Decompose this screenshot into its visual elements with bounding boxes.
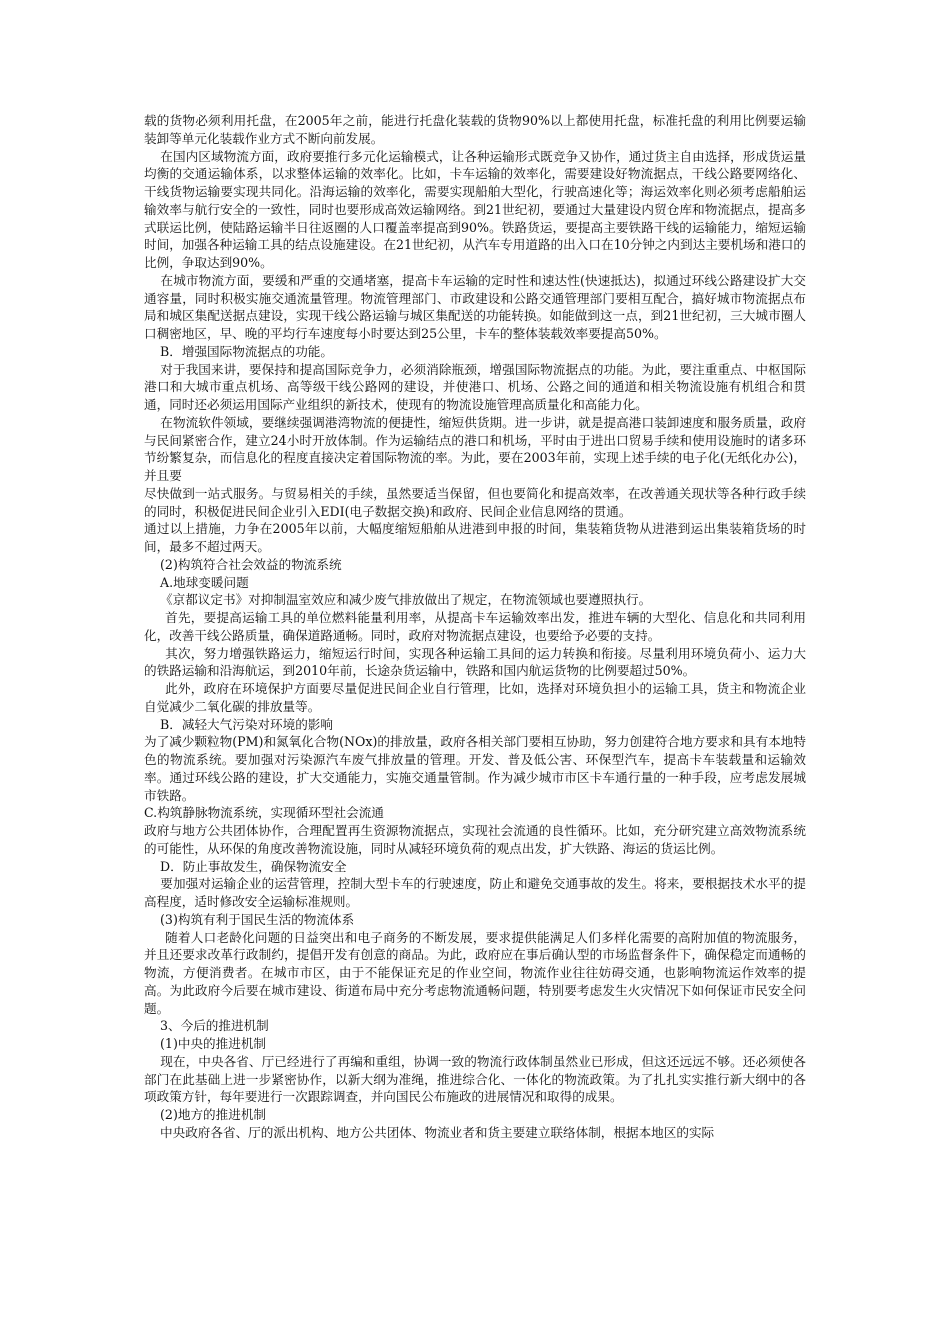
paragraph-container-time: 通过以上措施，力争在2005年以前，大幅度缩短船舶从进港到申报的时间，集装箱货物从进港到运出集装箱货场的时间，最多不超过两天。 — [144, 521, 806, 554]
paragraph-transport-safety: 要加强对运输企业的运营管理，控制大型卡车的行驶速度，防止和避免交通事故的发生。将来，要根据技术水平的提高程度，适时修改安全运输标准规则。 — [144, 876, 807, 909]
paragraph-domestic-logistics: 在国内区域物流方面，政府要推行多元化运输模式，让各种运输形式既竞争又协作，通过货主自由选择，形成货运量均衡的交通运输体系，以求整体运输的效率化。比如，卡车运输的效率化，需要建设好物流据点，干线公路要网络化、干线货物运输要实现共同化。沿海运输的效率化，需要实现船舶大型化，行驶高速化等；海运效率化则必须考虑船舶运输效率与航行安全的一致性，同时也要形成高效运输网络。到21世纪初，要通过大量建设内贸仓库和物流据点，提高多式联运比例，使陆路运输半日往返圈的人口覆盖率提高到90%。铁路货运，要提高主要铁路干线的运输能力，缩短运输时间，加强各种运输工具的结点设施建设。在21世纪初，从汽车专用道路的出入口在10分钟之内到达主要机场和港口的比例，争取达到90%。 — [144, 148, 807, 270]
paragraph-kyoto-protocol: 《京都议定书》对抑制温室效应和减少废气排放做出了规定，在物流领域也要遵照执行。 — [144, 592, 652, 608]
heading-air-pollution: B．减轻大气污染对环境的影响 — [144, 716, 333, 732]
heading-local-mechanism: (2)地方的推进机制 — [144, 1107, 267, 1122]
heading-central-mechanism: (1)中央的推进机制 — [144, 1036, 267, 1051]
heading-international-hubs: B．增强国际物流据点的功能。 — [144, 343, 333, 359]
paragraph-recycling-hubs: 政府与地方公共团体协作，合理配置再生资源物流据点，实现社会流通的良性循环。比如，充分研究建立高效物流系统的可能性，从环保的角度改善物流设施，同时从减轻环境负荷的观点出发，扩大铁路、海运的货运比例。 — [144, 823, 806, 856]
paragraph-second-rail-capacity: 其次，努力增强铁路运力，缩短运行时间，实现各种运输工具间的运力转换和衔接。尽量利用环境负荷小、运力大的铁路运输和沿海航运，到2010年前，长途杂货运输中，铁路和国内航运货物的比例要超过50%。 — [144, 645, 806, 679]
paragraph-pallet-continuation: 载的货物必须利用托盘，在2005年之前，能进行托盘化装载的货物90%以上都使用托盘，标准托盘的利用比例要运输装卸等单元化装载作业方式不断向前发展。 — [144, 113, 806, 146]
document-page — [144, 112, 806, 1142]
paragraph-emission-reduction: 为了减少颗粒物(PM)和氮氧化合物(NOx)的排放量，政府各相关部门要相互协助，努力创建符合地方要求和具有本地特色的物流系统。要加强对污染源汽车废气排放量的管理。开发、普及低公害、环保型汽车，提高卡车装载量和运输效率。通过环线公路的建设，扩大交通能力，实施交通量管制。作为减少城市市区卡车通行量的一种手段，应考虑发展城市铁路。 — [144, 734, 806, 803]
heading-social-benefit-system: (2)构筑符合社会效益的物流系统 — [144, 556, 342, 572]
heading-global-warming: A.地球变暖问题 — [144, 574, 249, 590]
paragraph-central-ministries: 现在，中央各省、厅已经进行了再编和重组，协调一致的物流行政体制虽然业已形成，但这还远远不够。还必须使各部门在此基础上进一步紧密协作，以新大纲为准绳，推进综合化、一体化的物流政策。为了扎扎实实推行新大纲中的各项政策方针，每年要进行一次跟踪调查，并向国民公布施政的进展情况和取得的成果。 — [144, 1053, 807, 1105]
paragraph-additionally-self-management: 此外，政府在环境保护方面要尽量促进民间企业自行管理，比如，选择对环境负担小的运输工具，货主和物流企业自觉减少二氧化碳的排放量等。 — [144, 681, 806, 714]
paragraph-local-coordination: 中央政府各省、厅的派出机构、地方公共团体、物流业者和货主要建立联络体制，根据本地区的实际 — [144, 1124, 715, 1140]
heading-citizen-life-system: (3)构筑有利于国民生活的物流体系 — [144, 911, 355, 927]
paragraph-logistics-software: 在物流软件领域，要继续强调港湾物流的便捷性，缩短供货期。进一步讲，就是提高港口装卸速度和服务质量，政府与民间紧密合作，建立24小时开放体制。作为运输结点的港口和机场，平时由于进出口贸易手续和使用设施时的诸多环节纷繁复杂，而信息化的程度直接决定着国际物流的率。为此，要在2003年前，实现上述手续的电子化(无纸化办公)，并且要 — [144, 414, 807, 483]
paragraph-urban-logistics: 在城市物流方面，要缓和严重的交通堵塞，提高卡车运输的定时性和速达性(快速抵达)，拟通过环线公路建设扩大交通容量，同时积极实施交通流量管理。物流管理部门、市政建设和公路交通管理部门要相互配合，搞好城市物流据点布局和城区集配送据点建设，实现干线公路运输与城区集配送的功能转换。如能做到这一点，到21世纪初，三大城市圈人口稠密地区，早、晚的平均行车速度每小时要达到25公里，卡车的整体装载效率要提高50%。 — [144, 272, 806, 341]
paragraph-aging-ecommerce: 随着人口老龄化问题的日益突出和电子商务的不断发展，要求提供能满足人们多样化需要的高附加值的物流服务，并且还要求改革行政制约，提倡开发有创意的商品。为此，政府应在事后确认型的市场监督条件下，确保稳定而通畅的物流，方便消费者。在城市市区，由于不能保证充足的作业空间，物流作业往往妨碍交通，也影响物流运作效率的提高。为此政府今后要在城市建设、街道布局中充分考虑物流通畅问题，特别要考虑发生火灾情况下如何保证市民安全问题。 — [144, 929, 806, 1016]
heading-reverse-logistics: C.构筑静脉物流系统，实现循环型社会流通 — [144, 805, 384, 821]
paragraph-first-fuel-efficiency: 首先，要提高运输工具的单位燃料能量利用率，从提高卡车运输效率出发，推进车辆的大型化、信息化和共同利用化，改善干线公路质量，确保道路通畅。同时，政府对物流据点建设，也要给予必要的支持。 — [144, 610, 806, 643]
heading-future-mechanism: 3、今后的推进机制 — [144, 1018, 269, 1034]
paragraph-international-competitiveness: 对于我国来讲，要保持和提高国际竞争力，必须消除瓶颈，增强国际物流据点的功能。为此，要注重重点、中枢国际港口和大城市重点机场、高等级干线公路网的建设，并使港口、机场、公路之间的通道和相关物流设施有机组合和贯通，同时还必须运用国际产业组织的新技术，使现有的物流设施管理高质量化和高能力化。 — [144, 361, 807, 412]
paragraph-one-stop-service: 尽快做到一站式服务。与贸易相关的手续，虽然要适当保留，但也要简化和提高效率，在改善通关现状等各种行政手续的同时，积极促进民间企业引入EDI(电子数据交换)和政府、民间企业信息网络的贯通。 — [144, 485, 806, 519]
heading-accident-prevention: D．防止事故发生，确保物流安全 — [144, 858, 347, 874]
